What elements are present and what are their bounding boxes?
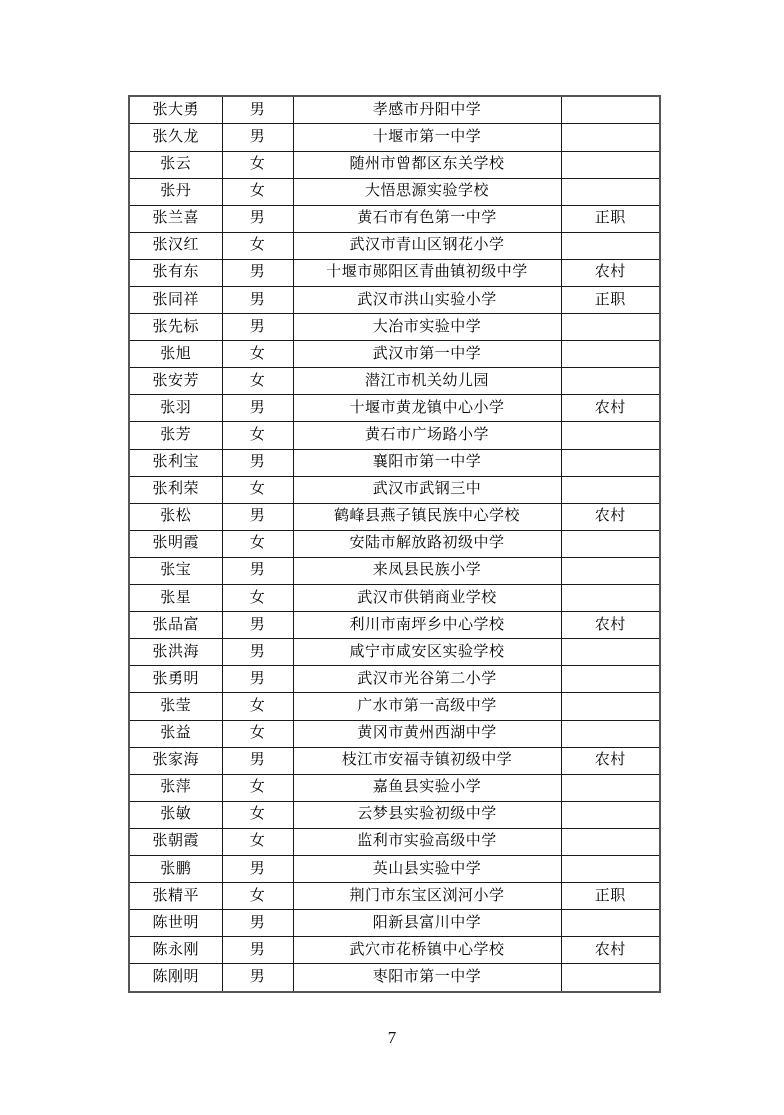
- table-row: [129, 883, 660, 910]
- name-cell: 张洪海: [129, 639, 222, 666]
- name-cell: 张安芳: [129, 368, 222, 395]
- name-cell: 张萍: [129, 774, 222, 801]
- school-cell: 武汉市供销商业学校: [293, 585, 561, 612]
- gender-cell: 男: [222, 964, 293, 992]
- name-cell: 张羽: [129, 395, 222, 422]
- school-cell: 来凤县民族小学: [293, 557, 561, 584]
- status-cell: [561, 368, 660, 395]
- status-cell: 正职: [561, 205, 660, 232]
- status-cell: [561, 232, 660, 259]
- table-row: [129, 747, 660, 774]
- gender-cell: 男: [222, 259, 293, 286]
- gender-cell: 女: [222, 151, 293, 178]
- name-cell: 张品富: [129, 612, 222, 639]
- gender-cell: 男: [222, 287, 293, 314]
- gender-cell: 女: [222, 232, 293, 259]
- status-cell: 农村: [561, 259, 660, 286]
- name-cell: 张先标: [129, 314, 222, 341]
- status-cell: 农村: [561, 747, 660, 774]
- status-cell: [561, 964, 660, 992]
- name-cell: 张旭: [129, 341, 222, 368]
- table-row: [129, 476, 660, 503]
- status-cell: 农村: [561, 937, 660, 964]
- gender-cell: 女: [222, 883, 293, 910]
- table-row: [129, 341, 660, 368]
- table-row: [129, 178, 660, 205]
- status-cell: [561, 530, 660, 557]
- school-cell: 武穴市花桥镇中心学校: [293, 937, 561, 964]
- table-row: [129, 124, 660, 151]
- school-cell: 大冶市实验中学: [293, 314, 561, 341]
- gender-cell: 女: [222, 368, 293, 395]
- status-cell: [561, 314, 660, 341]
- school-cell: 黄石市有色第一中学: [293, 205, 561, 232]
- table-row: [129, 585, 660, 612]
- school-cell: 利川市南坪乡中心学校: [293, 612, 561, 639]
- table-row: [129, 287, 660, 314]
- gender-cell: 女: [222, 476, 293, 503]
- status-cell: [561, 585, 660, 612]
- school-cell: 枣阳市第一中学: [293, 964, 561, 992]
- status-cell: [561, 178, 660, 205]
- gender-cell: 男: [222, 96, 293, 124]
- school-cell: 安陆市解放路初级中学: [293, 530, 561, 557]
- name-cell: 张云: [129, 151, 222, 178]
- table-row: [129, 368, 660, 395]
- gender-cell: 男: [222, 124, 293, 151]
- name-cell: 张同祥: [129, 287, 222, 314]
- table-row: [129, 205, 660, 232]
- school-cell: 武汉市青山区钢花小学: [293, 232, 561, 259]
- name-cell: 张精平: [129, 883, 222, 910]
- gender-cell: 男: [222, 205, 293, 232]
- name-cell: 张益: [129, 720, 222, 747]
- school-cell: 大悟思源实验学校: [293, 178, 561, 205]
- status-cell: [561, 666, 660, 693]
- page-number: 7: [387, 1028, 397, 1047]
- table-row: [129, 395, 660, 422]
- gender-cell: 男: [222, 612, 293, 639]
- teacher-roster-table: [128, 95, 661, 993]
- table-row: [129, 96, 660, 124]
- status-cell: [561, 720, 660, 747]
- name-cell: 张利荣: [129, 476, 222, 503]
- school-cell: 鹤峰县燕子镇民族中心学校: [293, 503, 561, 530]
- school-cell: 阳新县富川中学: [293, 910, 561, 937]
- school-cell: 武汉市洪山实验小学: [293, 287, 561, 314]
- status-cell: [561, 801, 660, 828]
- table-row: [129, 503, 660, 530]
- school-cell: 云梦县实验初级中学: [293, 801, 561, 828]
- table-row: [129, 964, 660, 992]
- gender-cell: 男: [222, 910, 293, 937]
- gender-cell: 女: [222, 422, 293, 449]
- status-cell: [561, 557, 660, 584]
- school-cell: 武汉市光谷第二小学: [293, 666, 561, 693]
- school-cell: 襄阳市第一中学: [293, 449, 561, 476]
- school-cell: 黄冈市黄州西湖中学: [293, 720, 561, 747]
- gender-cell: 女: [222, 585, 293, 612]
- school-cell: 枝江市安福寺镇初级中学: [293, 747, 561, 774]
- table-row: [129, 530, 660, 557]
- gender-cell: 男: [222, 449, 293, 476]
- school-cell: 十堰市郧阳区青曲镇初级中学: [293, 259, 561, 286]
- status-cell: [561, 855, 660, 882]
- school-cell: 广水市第一高级中学: [293, 693, 561, 720]
- gender-cell: 男: [222, 314, 293, 341]
- name-cell: 张敏: [129, 801, 222, 828]
- status-cell: [561, 124, 660, 151]
- status-cell: 农村: [561, 395, 660, 422]
- status-cell: [561, 341, 660, 368]
- table-row: [129, 910, 660, 937]
- name-cell: 张莹: [129, 693, 222, 720]
- gender-cell: 女: [222, 530, 293, 557]
- name-cell: 张家海: [129, 747, 222, 774]
- school-cell: 武汉市第一中学: [293, 341, 561, 368]
- gender-cell: 女: [222, 693, 293, 720]
- school-cell: 英山县实验中学: [293, 855, 561, 882]
- table-row: [129, 259, 660, 286]
- school-cell: 嘉鱼县实验小学: [293, 774, 561, 801]
- school-cell: 潜江市机关幼儿园: [293, 368, 561, 395]
- name-cell: 张鹏: [129, 855, 222, 882]
- school-cell: 荆门市东宝区浏河小学: [293, 883, 561, 910]
- table-row: [129, 232, 660, 259]
- table-row: [129, 314, 660, 341]
- name-cell: 陈永刚: [129, 937, 222, 964]
- gender-cell: 男: [222, 639, 293, 666]
- gender-cell: 女: [222, 774, 293, 801]
- table-row: [129, 422, 660, 449]
- name-cell: 张勇明: [129, 666, 222, 693]
- gender-cell: 女: [222, 801, 293, 828]
- name-cell: 张汉红: [129, 232, 222, 259]
- status-cell: [561, 693, 660, 720]
- table-row: [129, 720, 660, 747]
- name-cell: 张久龙: [129, 124, 222, 151]
- name-cell: 张大勇: [129, 96, 222, 124]
- name-cell: 张明霞: [129, 530, 222, 557]
- table-row: [129, 557, 660, 584]
- gender-cell: 男: [222, 937, 293, 964]
- status-cell: [561, 910, 660, 937]
- name-cell: 张有东: [129, 259, 222, 286]
- name-cell: 张丹: [129, 178, 222, 205]
- status-cell: [561, 151, 660, 178]
- table-row: [129, 774, 660, 801]
- name-cell: 张朝霞: [129, 828, 222, 855]
- table-row: [129, 449, 660, 476]
- status-cell: [561, 828, 660, 855]
- table-row: [129, 937, 660, 964]
- school-cell: 十堰市第一中学: [293, 124, 561, 151]
- table-row: [129, 828, 660, 855]
- status-cell: 正职: [561, 883, 660, 910]
- name-cell: 张宝: [129, 557, 222, 584]
- school-cell: 随州市曾都区东关学校: [293, 151, 561, 178]
- status-cell: [561, 476, 660, 503]
- name-cell: 张兰喜: [129, 205, 222, 232]
- table-row: [129, 666, 660, 693]
- table-row: [129, 801, 660, 828]
- name-cell: 张星: [129, 585, 222, 612]
- name-cell: 张松: [129, 503, 222, 530]
- school-cell: 咸宁市咸安区实验学校: [293, 639, 561, 666]
- name-cell: 陈世明: [129, 910, 222, 937]
- status-cell: [561, 639, 660, 666]
- roster-table-body: [129, 96, 660, 992]
- gender-cell: 女: [222, 720, 293, 747]
- gender-cell: 男: [222, 503, 293, 530]
- status-cell: [561, 449, 660, 476]
- gender-cell: 女: [222, 341, 293, 368]
- gender-cell: 女: [222, 178, 293, 205]
- school-cell: 武汉市武钢三中: [293, 476, 561, 503]
- school-cell: 孝感市丹阳中学: [293, 96, 561, 124]
- table-row: [129, 855, 660, 882]
- gender-cell: 男: [222, 395, 293, 422]
- table-row: [129, 151, 660, 178]
- name-cell: 陈刚明: [129, 964, 222, 992]
- school-cell: 十堰市黄龙镇中心小学: [293, 395, 561, 422]
- status-cell: 农村: [561, 612, 660, 639]
- status-cell: 农村: [561, 503, 660, 530]
- name-cell: 张利宝: [129, 449, 222, 476]
- table-row: [129, 612, 660, 639]
- table-row: [129, 693, 660, 720]
- gender-cell: 男: [222, 855, 293, 882]
- gender-cell: 女: [222, 828, 293, 855]
- table-row: [129, 639, 660, 666]
- status-cell: [561, 422, 660, 449]
- school-cell: 黄石市广场路小学: [293, 422, 561, 449]
- gender-cell: 男: [222, 747, 293, 774]
- status-cell: [561, 774, 660, 801]
- gender-cell: 男: [222, 557, 293, 584]
- name-cell: 张芳: [129, 422, 222, 449]
- status-cell: 正职: [561, 287, 660, 314]
- status-cell: [561, 96, 660, 124]
- school-cell: 监利市实验高级中学: [293, 828, 561, 855]
- gender-cell: 男: [222, 666, 293, 693]
